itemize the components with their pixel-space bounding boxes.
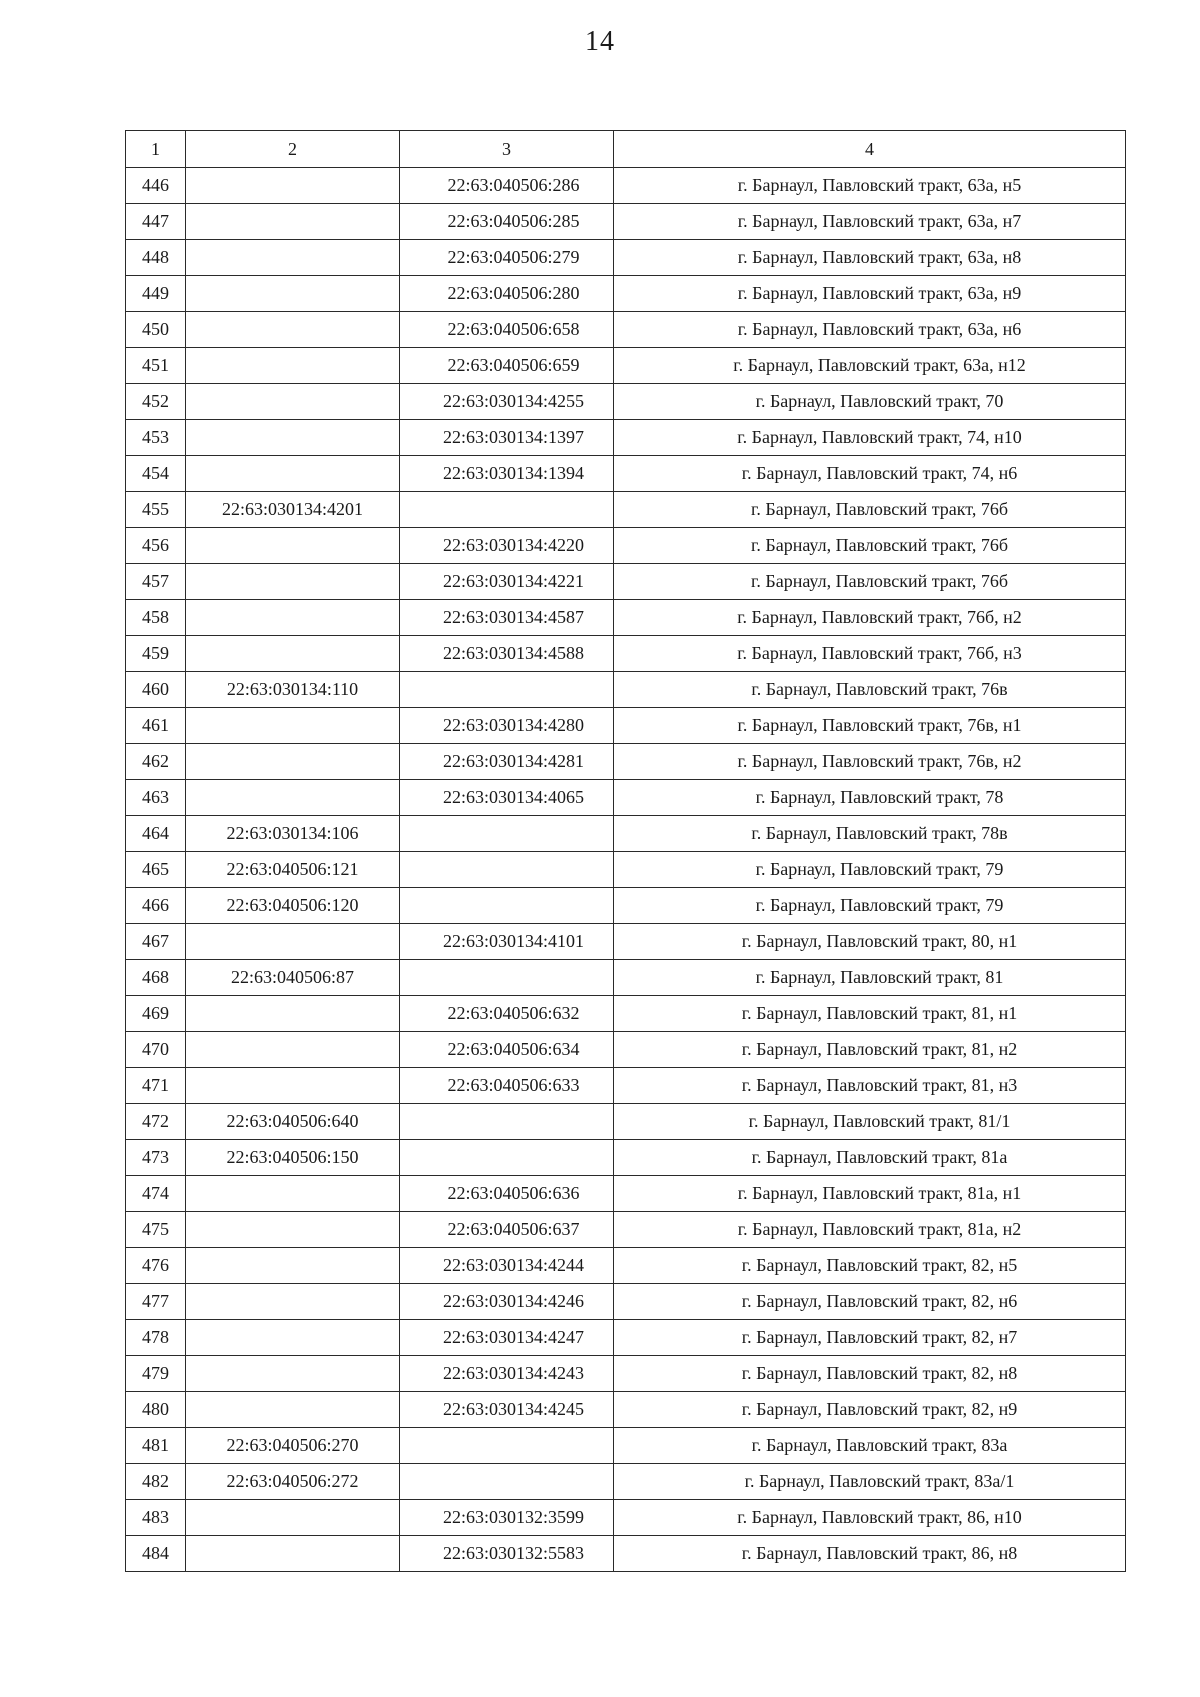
table-header <box>126 131 1126 168</box>
building-cadastral-number-cell: 22:63:030134:4244 <box>400 1248 614 1284</box>
land-cadastral-number-cell <box>186 384 400 420</box>
row-number-cell: 482 <box>126 1464 186 1500</box>
land-cadastral-number-cell: 22:63:040506:120 <box>186 888 400 924</box>
building-cadastral-number-cell <box>400 1140 614 1176</box>
address-cell: г. Барнаул, Павловский тракт, 76в, н2 <box>614 744 1126 780</box>
address-cell: г. Барнаул, Павловский тракт, 81а, н1 <box>614 1176 1126 1212</box>
address-cell: г. Барнаул, Павловский тракт, 78в <box>614 816 1126 852</box>
address-cell: г. Барнаул, Павловский тракт, 76б <box>614 492 1126 528</box>
address-cell: г. Барнаул, Павловский тракт, 82, н6 <box>614 1284 1126 1320</box>
land-cadastral-number-cell: 22:63:040506:640 <box>186 1104 400 1140</box>
row-number-cell: 454 <box>126 456 186 492</box>
building-cadastral-number-cell: 22:63:030134:4587 <box>400 600 614 636</box>
building-cadastral-number-cell: 22:63:030134:4220 <box>400 528 614 564</box>
row-number-cell: 472 <box>126 1104 186 1140</box>
row-number-cell: 459 <box>126 636 186 672</box>
row-number-cell: 450 <box>126 312 186 348</box>
land-cadastral-number-cell <box>186 1320 400 1356</box>
table-row <box>126 1392 1126 1428</box>
address-cell: г. Барнаул, Павловский тракт, 81 <box>614 960 1126 996</box>
address-cell: г. Барнаул, Павловский тракт, 70 <box>614 384 1126 420</box>
row-number-cell: 478 <box>126 1320 186 1356</box>
land-cadastral-number-cell <box>186 1356 400 1392</box>
building-cadastral-number-cell <box>400 816 614 852</box>
table-row <box>126 1536 1126 1572</box>
land-cadastral-number-cell <box>186 276 400 312</box>
header-col-2: 2 <box>186 131 400 168</box>
table-row <box>126 1104 1126 1140</box>
table-row <box>126 1248 1126 1284</box>
building-cadastral-number-cell: 22:63:040506:633 <box>400 1068 614 1104</box>
row-number-cell: 480 <box>126 1392 186 1428</box>
land-cadastral-number-cell <box>186 564 400 600</box>
table-row <box>126 1320 1126 1356</box>
table-row <box>126 924 1126 960</box>
building-cadastral-number-cell: 22:63:040506:659 <box>400 348 614 384</box>
address-cell: г. Барнаул, Павловский тракт, 76б, н3 <box>614 636 1126 672</box>
address-cell: г. Барнаул, Павловский тракт, 86, н8 <box>614 1536 1126 1572</box>
building-cadastral-number-cell <box>400 888 614 924</box>
table-row <box>126 672 1126 708</box>
land-cadastral-number-cell <box>186 600 400 636</box>
row-number-cell: 463 <box>126 780 186 816</box>
address-cell: г. Барнаул, Павловский тракт, 81, н3 <box>614 1068 1126 1104</box>
address-cell: г. Барнаул, Павловский тракт, 80, н1 <box>614 924 1126 960</box>
row-number-cell: 456 <box>126 528 186 564</box>
table-row <box>126 852 1126 888</box>
address-cell: г. Барнаул, Павловский тракт, 81, н1 <box>614 996 1126 1032</box>
table-row <box>126 1428 1126 1464</box>
row-number-cell: 483 <box>126 1500 186 1536</box>
row-number-cell: 446 <box>126 168 186 204</box>
row-number-cell: 481 <box>126 1428 186 1464</box>
table-row <box>126 564 1126 600</box>
table-row <box>126 1500 1126 1536</box>
building-cadastral-number-cell: 22:63:030134:1394 <box>400 456 614 492</box>
row-number-cell: 465 <box>126 852 186 888</box>
table-row <box>126 600 1126 636</box>
table-row <box>126 240 1126 276</box>
address-cell: г. Барнаул, Павловский тракт, 74, н10 <box>614 420 1126 456</box>
address-cell: г. Барнаул, Павловский тракт, 82, н5 <box>614 1248 1126 1284</box>
address-cell: г. Барнаул, Павловский тракт, 76в, н1 <box>614 708 1126 744</box>
property-table-container <box>125 130 1125 1572</box>
row-number-cell: 471 <box>126 1068 186 1104</box>
address-cell: г. Барнаул, Павловский тракт, 63а, н6 <box>614 312 1126 348</box>
land-cadastral-number-cell: 22:63:040506:270 <box>186 1428 400 1464</box>
table-row <box>126 276 1126 312</box>
table-row <box>126 168 1126 204</box>
building-cadastral-number-cell: 22:63:030134:4101 <box>400 924 614 960</box>
row-number-cell: 453 <box>126 420 186 456</box>
land-cadastral-number-cell <box>186 1176 400 1212</box>
building-cadastral-number-cell: 22:63:030134:4588 <box>400 636 614 672</box>
table-row <box>126 528 1126 564</box>
table-row <box>126 1284 1126 1320</box>
address-cell: г. Барнаул, Павловский тракт, 82, н7 <box>614 1320 1126 1356</box>
building-cadastral-number-cell <box>400 1428 614 1464</box>
building-cadastral-number-cell: 22:63:040506:279 <box>400 240 614 276</box>
table-row <box>126 1068 1126 1104</box>
address-cell: г. Барнаул, Павловский тракт, 82, н8 <box>614 1356 1126 1392</box>
address-cell: г. Барнаул, Павловский тракт, 74, н6 <box>614 456 1126 492</box>
building-cadastral-number-cell: 22:63:040506:280 <box>400 276 614 312</box>
table-row <box>126 492 1126 528</box>
land-cadastral-number-cell <box>186 168 400 204</box>
land-cadastral-number-cell <box>186 1392 400 1428</box>
address-cell: г. Барнаул, Павловский тракт, 78 <box>614 780 1126 816</box>
land-cadastral-number-cell: 22:63:030134:110 <box>186 672 400 708</box>
building-cadastral-number-cell: 22:63:030134:4243 <box>400 1356 614 1392</box>
building-cadastral-number-cell <box>400 492 614 528</box>
land-cadastral-number-cell <box>186 348 400 384</box>
address-cell: г. Барнаул, Павловский тракт, 76в <box>614 672 1126 708</box>
land-cadastral-number-cell <box>186 636 400 672</box>
land-cadastral-number-cell <box>186 924 400 960</box>
building-cadastral-number-cell <box>400 852 614 888</box>
building-cadastral-number-cell <box>400 1104 614 1140</box>
table-row <box>126 348 1126 384</box>
address-cell: г. Барнаул, Павловский тракт, 83а/1 <box>614 1464 1126 1500</box>
land-cadastral-number-cell <box>186 312 400 348</box>
table-row <box>126 1212 1126 1248</box>
land-cadastral-number-cell <box>186 240 400 276</box>
table-row <box>126 420 1126 456</box>
building-cadastral-number-cell: 22:63:030134:4245 <box>400 1392 614 1428</box>
row-number-cell: 477 <box>126 1284 186 1320</box>
land-cadastral-number-cell: 22:63:040506:150 <box>186 1140 400 1176</box>
building-cadastral-number-cell: 22:63:040506:286 <box>400 168 614 204</box>
row-number-cell: 469 <box>126 996 186 1032</box>
land-cadastral-number-cell <box>186 528 400 564</box>
row-number-cell: 464 <box>126 816 186 852</box>
building-cadastral-number-cell: 22:63:030134:4221 <box>400 564 614 600</box>
building-cadastral-number-cell: 22:63:030132:5583 <box>400 1536 614 1572</box>
address-cell: г. Барнаул, Павловский тракт, 79 <box>614 888 1126 924</box>
table-row <box>126 960 1126 996</box>
table-row <box>126 1140 1126 1176</box>
row-number-cell: 457 <box>126 564 186 600</box>
land-cadastral-number-cell: 22:63:040506:87 <box>186 960 400 996</box>
land-cadastral-number-cell <box>186 1284 400 1320</box>
row-number-cell: 461 <box>126 708 186 744</box>
table-body <box>126 168 1126 1572</box>
row-number-cell: 449 <box>126 276 186 312</box>
table-row <box>126 888 1126 924</box>
land-cadastral-number-cell <box>186 708 400 744</box>
address-cell: г. Барнаул, Павловский тракт, 76б <box>614 564 1126 600</box>
land-cadastral-number-cell: 22:63:040506:272 <box>186 1464 400 1500</box>
property-table <box>125 130 1126 1572</box>
table-row <box>126 1464 1126 1500</box>
row-number-cell: 470 <box>126 1032 186 1068</box>
land-cadastral-number-cell <box>186 780 400 816</box>
row-number-cell: 452 <box>126 384 186 420</box>
building-cadastral-number-cell: 22:63:040506:637 <box>400 1212 614 1248</box>
address-cell: г. Барнаул, Павловский тракт, 63а, н5 <box>614 168 1126 204</box>
table-row <box>126 744 1126 780</box>
address-cell: г. Барнаул, Павловский тракт, 63а, н12 <box>614 348 1126 384</box>
land-cadastral-number-cell <box>186 1068 400 1104</box>
table-row <box>126 312 1126 348</box>
address-cell: г. Барнаул, Павловский тракт, 82, н9 <box>614 1392 1126 1428</box>
header-col-1: 1 <box>126 131 186 168</box>
table-row <box>126 1032 1126 1068</box>
building-cadastral-number-cell: 22:63:030134:4255 <box>400 384 614 420</box>
row-number-cell: 476 <box>126 1248 186 1284</box>
address-cell: г. Барнаул, Павловский тракт, 81, н2 <box>614 1032 1126 1068</box>
address-cell: г. Барнаул, Павловский тракт, 86, н10 <box>614 1500 1126 1536</box>
address-cell: г. Барнаул, Павловский тракт, 79 <box>614 852 1126 888</box>
page-number: 14 <box>585 26 615 57</box>
land-cadastral-number-cell <box>186 744 400 780</box>
land-cadastral-number-cell <box>186 1500 400 1536</box>
building-cadastral-number-cell: 22:63:040506:658 <box>400 312 614 348</box>
row-number-cell: 447 <box>126 204 186 240</box>
header-row <box>126 131 1126 168</box>
building-cadastral-number-cell <box>400 1464 614 1500</box>
building-cadastral-number-cell: 22:63:030134:1397 <box>400 420 614 456</box>
address-cell: г. Барнаул, Павловский тракт, 76б, н2 <box>614 600 1126 636</box>
building-cadastral-number-cell: 22:63:040506:285 <box>400 204 614 240</box>
land-cadastral-number-cell <box>186 420 400 456</box>
building-cadastral-number-cell <box>400 672 614 708</box>
table-row <box>126 996 1126 1032</box>
table-row <box>126 204 1126 240</box>
row-number-cell: 460 <box>126 672 186 708</box>
row-number-cell: 473 <box>126 1140 186 1176</box>
building-cadastral-number-cell: 22:63:040506:632 <box>400 996 614 1032</box>
table-row <box>126 1356 1126 1392</box>
table-row <box>126 708 1126 744</box>
table-row <box>126 636 1126 672</box>
building-cadastral-number-cell: 22:63:030134:4246 <box>400 1284 614 1320</box>
row-number-cell: 484 <box>126 1536 186 1572</box>
address-cell: г. Барнаул, Павловский тракт, 76б <box>614 528 1126 564</box>
land-cadastral-number-cell <box>186 204 400 240</box>
building-cadastral-number-cell: 22:63:030134:4280 <box>400 708 614 744</box>
row-number-cell: 462 <box>126 744 186 780</box>
building-cadastral-number-cell: 22:63:030134:4281 <box>400 744 614 780</box>
address-cell: г. Барнаул, Павловский тракт, 81а, н2 <box>614 1212 1126 1248</box>
land-cadastral-number-cell <box>186 996 400 1032</box>
address-cell: г. Барнаул, Павловский тракт, 83а <box>614 1428 1126 1464</box>
address-cell: г. Барнаул, Павловский тракт, 63а, н7 <box>614 204 1126 240</box>
land-cadastral-number-cell: 22:63:030134:4201 <box>186 492 400 528</box>
land-cadastral-number-cell: 22:63:030134:106 <box>186 816 400 852</box>
building-cadastral-number-cell: 22:63:040506:634 <box>400 1032 614 1068</box>
row-number-cell: 468 <box>126 960 186 996</box>
row-number-cell: 466 <box>126 888 186 924</box>
address-cell: г. Барнаул, Павловский тракт, 81/1 <box>614 1104 1126 1140</box>
land-cadastral-number-cell <box>186 1212 400 1248</box>
table-row <box>126 456 1126 492</box>
header-col-4: 4 <box>614 131 1126 168</box>
address-cell: г. Барнаул, Павловский тракт, 63а, н8 <box>614 240 1126 276</box>
header-col-3: 3 <box>400 131 614 168</box>
row-number-cell: 451 <box>126 348 186 384</box>
land-cadastral-number-cell <box>186 1248 400 1284</box>
building-cadastral-number-cell: 22:63:040506:636 <box>400 1176 614 1212</box>
table-row <box>126 384 1126 420</box>
row-number-cell: 467 <box>126 924 186 960</box>
land-cadastral-number-cell: 22:63:040506:121 <box>186 852 400 888</box>
row-number-cell: 448 <box>126 240 186 276</box>
table-row <box>126 1176 1126 1212</box>
row-number-cell: 458 <box>126 600 186 636</box>
address-cell: г. Барнаул, Павловский тракт, 63а, н9 <box>614 276 1126 312</box>
row-number-cell: 474 <box>126 1176 186 1212</box>
land-cadastral-number-cell <box>186 456 400 492</box>
row-number-cell: 475 <box>126 1212 186 1248</box>
building-cadastral-number-cell: 22:63:030134:4247 <box>400 1320 614 1356</box>
row-number-cell: 455 <box>126 492 186 528</box>
row-number-cell: 479 <box>126 1356 186 1392</box>
table-row <box>126 780 1126 816</box>
land-cadastral-number-cell <box>186 1032 400 1068</box>
land-cadastral-number-cell <box>186 1536 400 1572</box>
building-cadastral-number-cell: 22:63:030132:3599 <box>400 1500 614 1536</box>
building-cadastral-number-cell <box>400 960 614 996</box>
table-row <box>126 816 1126 852</box>
address-cell: г. Барнаул, Павловский тракт, 81а <box>614 1140 1126 1176</box>
building-cadastral-number-cell: 22:63:030134:4065 <box>400 780 614 816</box>
